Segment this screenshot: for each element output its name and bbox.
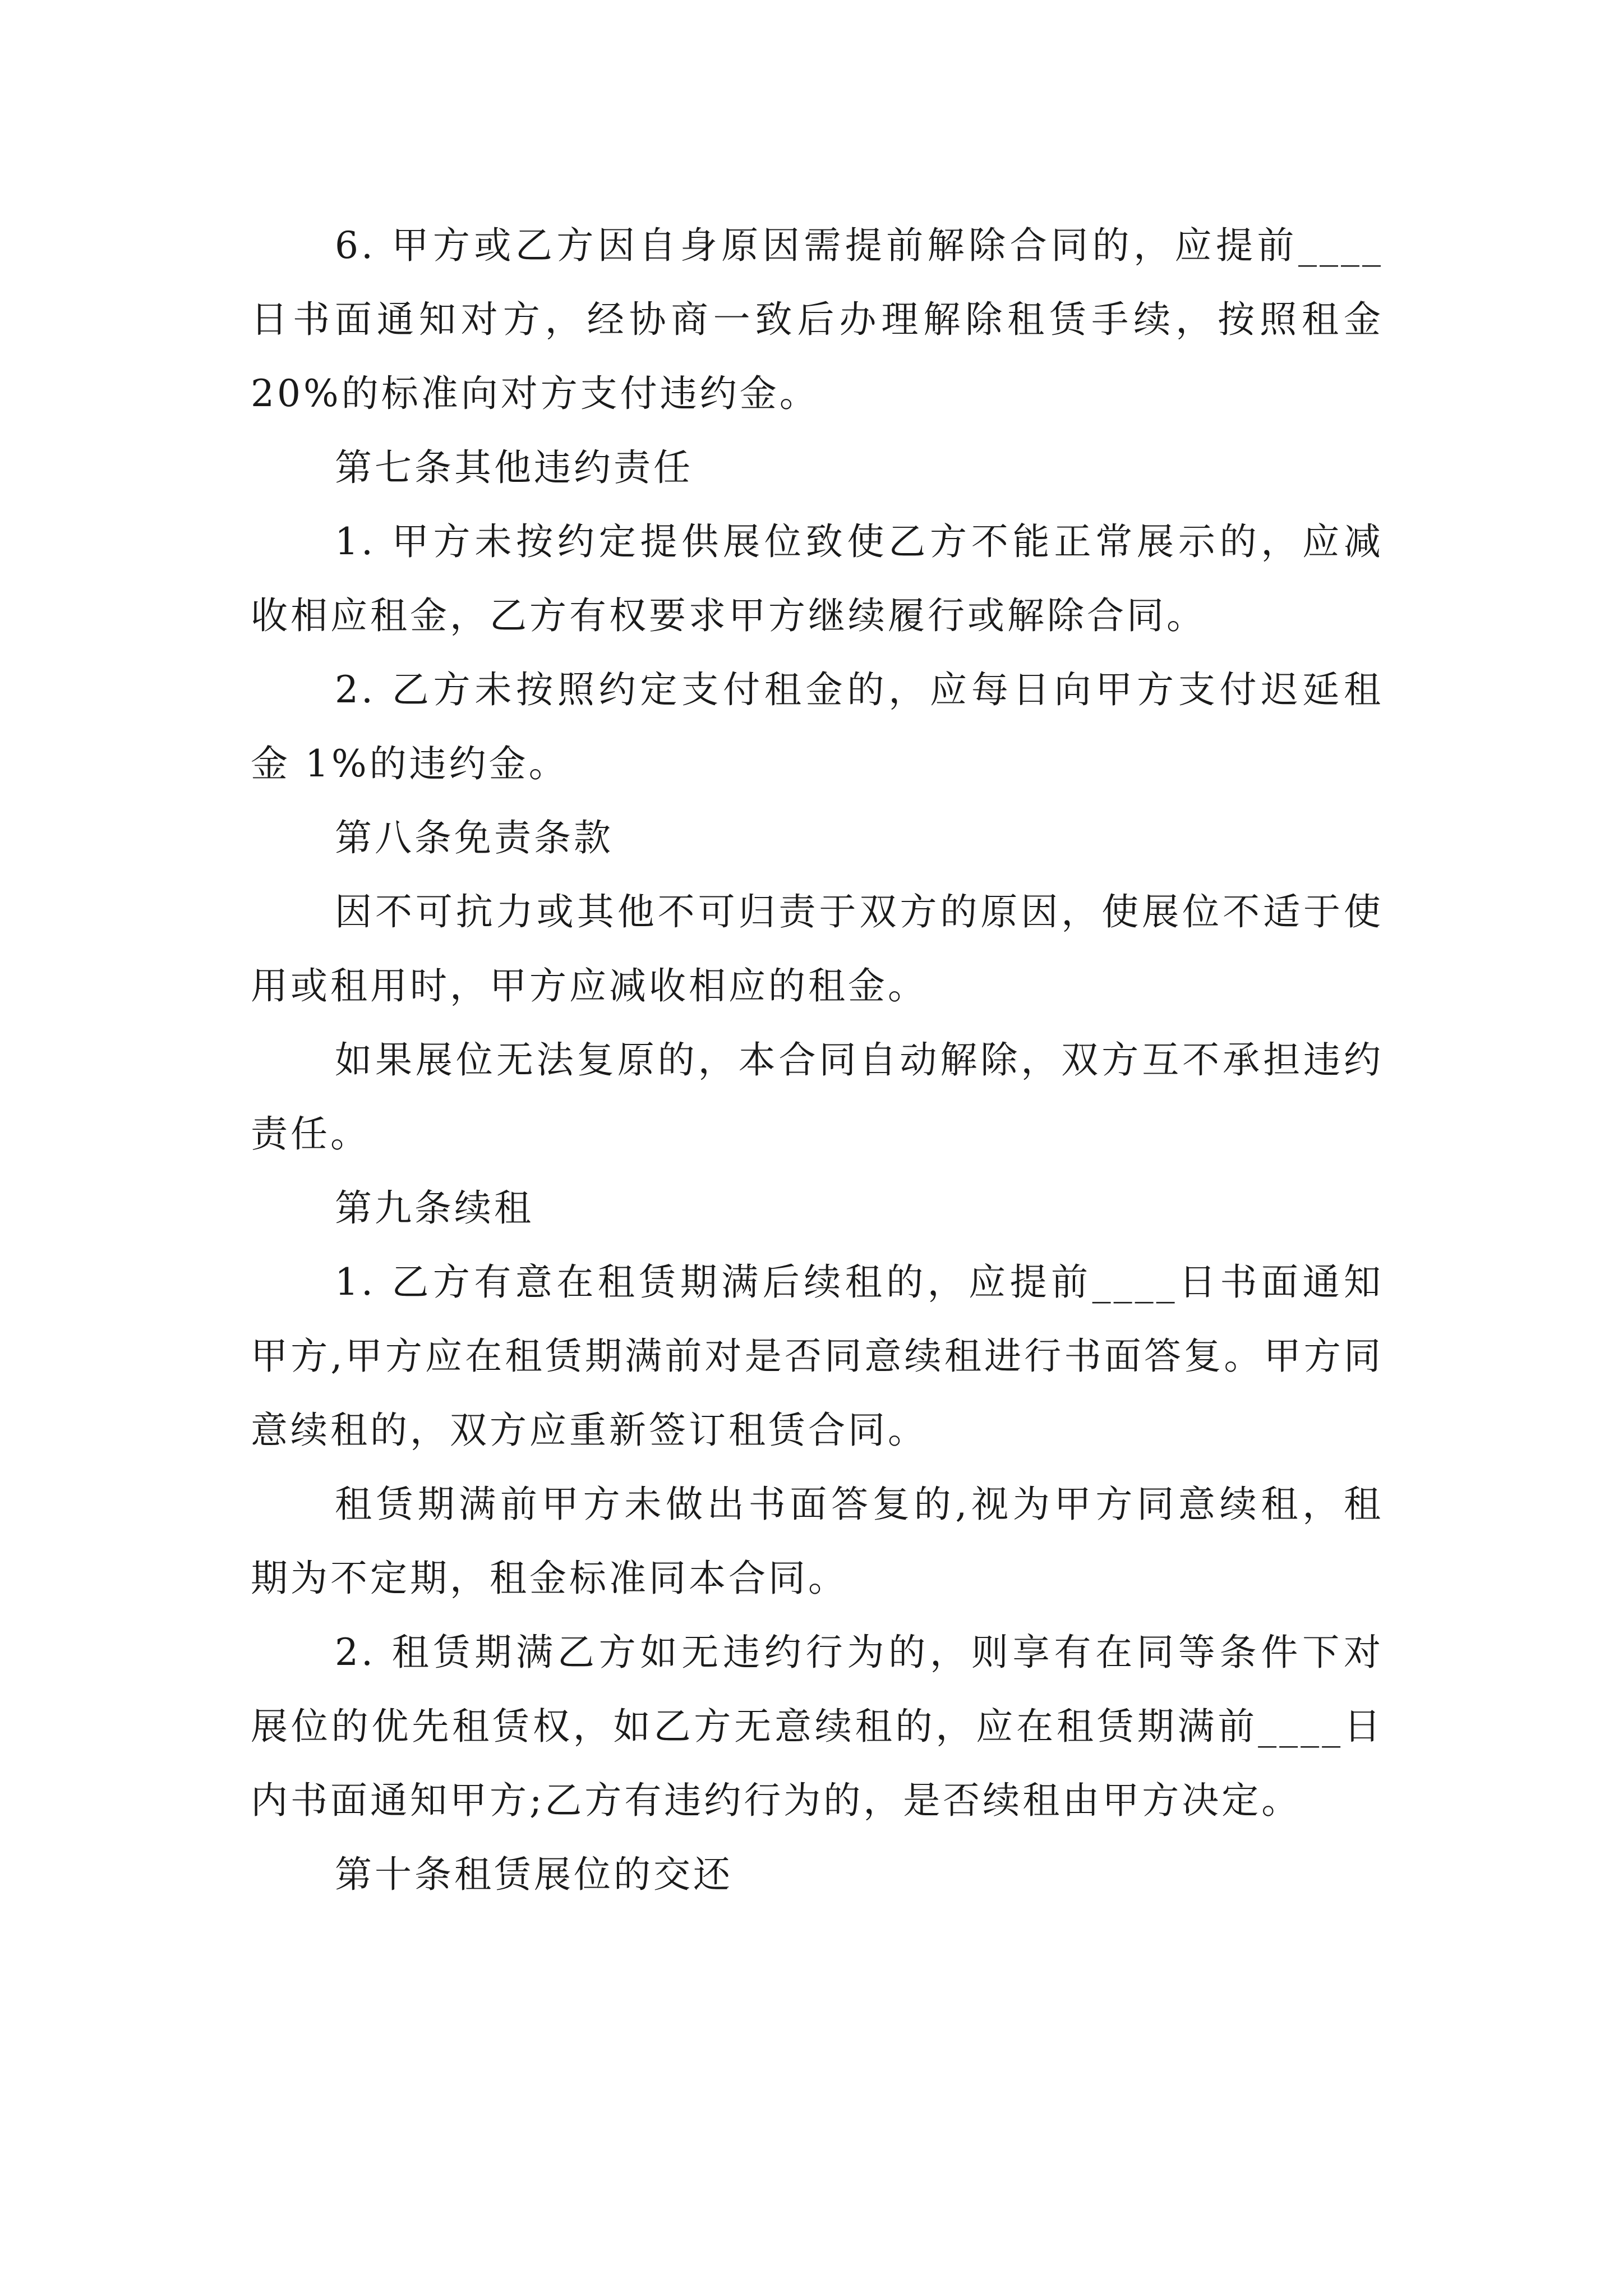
paragraph-article-8-force-majeure: 因不可抗力或其他不可归责于双方的原因，使展位不适于使用或租用时，甲方应减收相应的租金。 [251, 890, 1384, 1007]
heading-article-8: 第八条免责条款 [335, 816, 614, 859]
heading-article-7: 第七条其他违约责任 [335, 446, 693, 489]
paragraph-article-7-item-1: 1. 甲方未按约定提供展位致使乙方不能正常展示的，应减收相应租金，乙方有权要求甲方继续履行或解除合同。 [251, 520, 1384, 637]
paragraph-article-9-deemed-renewal: 租赁期满前甲方未做出书面答复的,视为甲方同意续租，租期为不定期，租金标准同本合同。 [251, 1483, 1384, 1600]
heading-article-10: 第十条租赁展位的交还 [335, 1853, 733, 1896]
document-body [251, 209, 1384, 1912]
heading-article-9: 第九条续租 [335, 1186, 534, 1230]
paragraph-article-9-item-2: 2. 租赁期满乙方如无违约行为的，则享有在同等条件下对展位的优先租赁权，如乙方无意续租的，应在租赁期满前____日内书面通知甲方;乙方有违约行为的，是否续租由甲方决定。 [251, 1631, 1384, 1822]
paragraph-article-7-item-2: 2. 乙方未按照约定支付租金的，应每日向甲方支付迟延租金 1%的违约金。 [251, 668, 1384, 785]
paragraph-article-9-item-1: 1. 乙方有意在租赁期满后续租的，应提前____日书面通知甲方,甲方应在租赁期满前对是否同意续租进行书面答复。甲方同意续租的，双方应重新签订租赁合同。 [251, 1260, 1384, 1452]
paragraph-article-8-auto-termination: 如果展位无法复原的，本合同自动解除，双方互不承担违约责任。 [251, 1038, 1384, 1156]
paragraph-clause-6-termination: 6. 甲方或乙方因自身原因需提前解除合同的，应提前____日书面通知对方，经协商一致后办理解除租赁手续，按照租金 20%的标准向对方支付违约金。 [251, 224, 1384, 415]
